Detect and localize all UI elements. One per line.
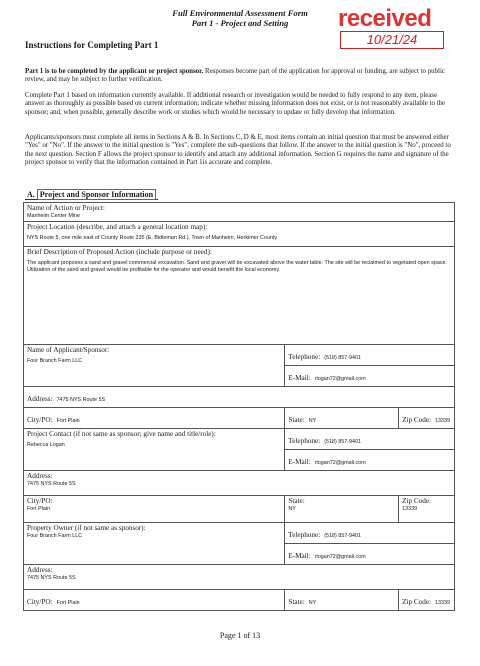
field-property-owner[interactable] (24, 523, 285, 565)
owner-state-label: State: (288, 598, 305, 606)
description-value: The applicant proposes a sand and gravel commercial excavation. Sand and gravel will be excavated above the water table. The site will be reclaimed to vegetated open space. Utilization of the sand and gravel would be profitable for the operator and would benefit the local economy. (27, 260, 448, 273)
field-applicant-telephone[interactable] (285, 345, 455, 366)
applicant-telephone-value: (518) 857-9401 (324, 355, 362, 361)
description-label: Brief Description of Proposed Action (include purpose or need): (27, 248, 212, 256)
owner-address-value: 7475 NYS Route 5S (27, 575, 76, 581)
field-contact-state[interactable] (285, 496, 399, 523)
applicant-state-label: State: (288, 416, 305, 424)
field-owner-zip[interactable] (399, 590, 455, 611)
field-contact-address[interactable] (24, 471, 455, 496)
instructions-paragraph-2: Complete Part 1 based on information currently available. If additional research or investigation would be needed to fully respond to any item, please answer as thoroughly as possible based on current information; indicate whether missing information does not exist, or is not reasonably available to the sponsor; and, when possible, generally describe work or studies which would be necessary to update or fully develop that information. (25, 92, 446, 116)
contact-zip-value: 13339 (402, 506, 418, 512)
contact-address-label: Address: (27, 472, 53, 480)
field-contact-email[interactable] (285, 450, 455, 471)
row-project-location (24, 222, 455, 247)
form-subtitle: Part 1 - Project and Setting (191, 18, 289, 28)
location-value: NYS Route 5, one mile east of County Route 235 (E. Bidleman Rd.), Town of Manheim, Herkimer County (27, 235, 278, 241)
row-owner-city (24, 590, 455, 611)
row-contact-city (24, 496, 455, 523)
contact-telephone-label: Telephone: (288, 437, 321, 445)
owner-telephone-label: Telephone: (288, 531, 321, 539)
instructions-p1-bold: Part 1 is to be completed by the applicant or project sponsor. (25, 68, 204, 75)
contact-email-label: E-Mail: (288, 458, 311, 466)
contact-city-label: City/PO: (27, 497, 53, 505)
field-owner-state[interactable] (285, 590, 399, 611)
field-contact-zip[interactable] (399, 496, 455, 523)
applicant-telephone-label: Telephone: (288, 353, 321, 361)
applicant-state-value: NY (308, 418, 317, 424)
row-owner-address (24, 565, 455, 590)
instructions-paragraph-3: Applicants/sponsors must complete all items in Sections A & B. In Sections C, D & E, most items contain an initial question that must be answered either "Yes" or "No". If the answer to the initial question is "Yes", complete the sub-questions that follow. If the answer to the initial question is "No", proceed to the next question. Section F allows the project sponsor to identify and attach any additional information. Section G requires the name and signature of the project sponsor to verify that the information contained in Part 1is accurate and complete. (25, 134, 451, 167)
row-applicant-city (24, 408, 455, 429)
field-contact-telephone[interactable] (285, 429, 455, 450)
owner-city-value: Fort Plain (56, 600, 80, 606)
owner-zip-value: 13339 (435, 600, 451, 606)
section-a-title: Project and Sponsor Information (37, 189, 156, 200)
row-contact-address (24, 471, 455, 496)
action-name-value: Manheim Center Mine (27, 213, 81, 219)
field-description[interactable] (24, 247, 455, 345)
owner-label: Property Owner (if not same as sponsor): (27, 524, 146, 532)
owner-email-value: rlogan72@gmail.com (314, 554, 366, 560)
row-applicant-telephone (24, 345, 455, 366)
field-project-location[interactable] (24, 222, 455, 247)
field-owner-telephone[interactable] (285, 523, 455, 544)
contact-state-label: State: (288, 497, 305, 505)
contact-zip-label: Zip Code: (402, 497, 432, 505)
applicant-email-value: rlogan72@gmail.com (314, 376, 366, 382)
page-number: Page 1 of 13 (219, 631, 261, 640)
field-applicant-email[interactable] (285, 366, 455, 387)
applicant-label: Name of Applicant/Sponsor: (27, 346, 110, 354)
field-project-contact[interactable] (24, 429, 285, 471)
contact-state-value: NY (288, 506, 296, 512)
field-owner-city[interactable] (24, 590, 285, 611)
field-action-name[interactable] (24, 203, 455, 222)
field-applicant-name[interactable] (24, 345, 285, 387)
owner-city-label: City/PO: (27, 598, 53, 606)
applicant-zip-value: 13339 (435, 418, 451, 424)
field-applicant-state[interactable] (285, 408, 399, 429)
field-applicant-city[interactable] (24, 408, 285, 429)
field-owner-email[interactable] (285, 544, 455, 565)
project-sponsor-form (23, 202, 455, 611)
applicant-zip-label: Zip Code: (402, 416, 432, 424)
location-label: Project Location (describe, and attach a general location map): (27, 223, 208, 231)
applicant-city-value: Fort Plain (56, 418, 80, 424)
form-title: Full Environmental Assessment Form (172, 8, 308, 18)
received-stamp-word: received (338, 5, 432, 32)
field-contact-city[interactable] (24, 496, 285, 523)
section-a-heading (25, 190, 158, 200)
action-name-label: Name of Action or Project: (27, 204, 105, 212)
row-contact-telephone (24, 429, 455, 450)
row-owner-telephone (24, 523, 455, 544)
field-applicant-address[interactable] (24, 387, 455, 408)
applicant-city-label: City/PO: (27, 416, 53, 424)
row-action-name (24, 203, 455, 222)
contact-telephone-value: (518) 857-9401 (324, 439, 362, 445)
field-owner-address[interactable] (24, 565, 455, 590)
applicant-address-value: 7475 NYS Route 5S (56, 397, 106, 403)
owner-telephone-value: (518) 857-9401 (324, 533, 362, 539)
contact-city-value: Fort Plain (27, 506, 51, 512)
applicant-value: Four Branch Farm LLC (27, 358, 83, 364)
instructions-paragraph-1 (25, 68, 455, 85)
section-a-prefix: A. (27, 190, 37, 199)
row-applicant-address (24, 387, 455, 408)
applicant-address-label: Address: (27, 395, 53, 403)
owner-address-label: Address: (27, 566, 53, 574)
row-description (24, 247, 455, 345)
owner-state-value: NY (308, 600, 317, 606)
instructions-p1-rest: Responses become part of the application for approval or funding, are subject to public review, and may be subject to further verification. (25, 68, 445, 84)
applicant-email-label: E-Mail: (288, 374, 311, 382)
contact-value: Rebecca Logan (27, 442, 65, 448)
received-stamp (336, 6, 448, 50)
owner-email-label: E-Mail: (288, 552, 311, 560)
field-applicant-zip[interactable] (399, 408, 455, 429)
received-stamp-date: 10/21/24 (340, 31, 444, 49)
instructions-title: Instructions for Completing Part 1 (25, 40, 159, 50)
contact-address-value: 7475 NYS Route 5S (27, 481, 76, 487)
owner-value: Four Branch Farm LLC (27, 533, 83, 539)
owner-zip-label: Zip Code: (402, 598, 432, 606)
contact-label: Project Contact (if not same as sponsor; give name and title/role): (27, 430, 216, 438)
contact-email-value: rlogan72@gmail.com (314, 460, 366, 466)
